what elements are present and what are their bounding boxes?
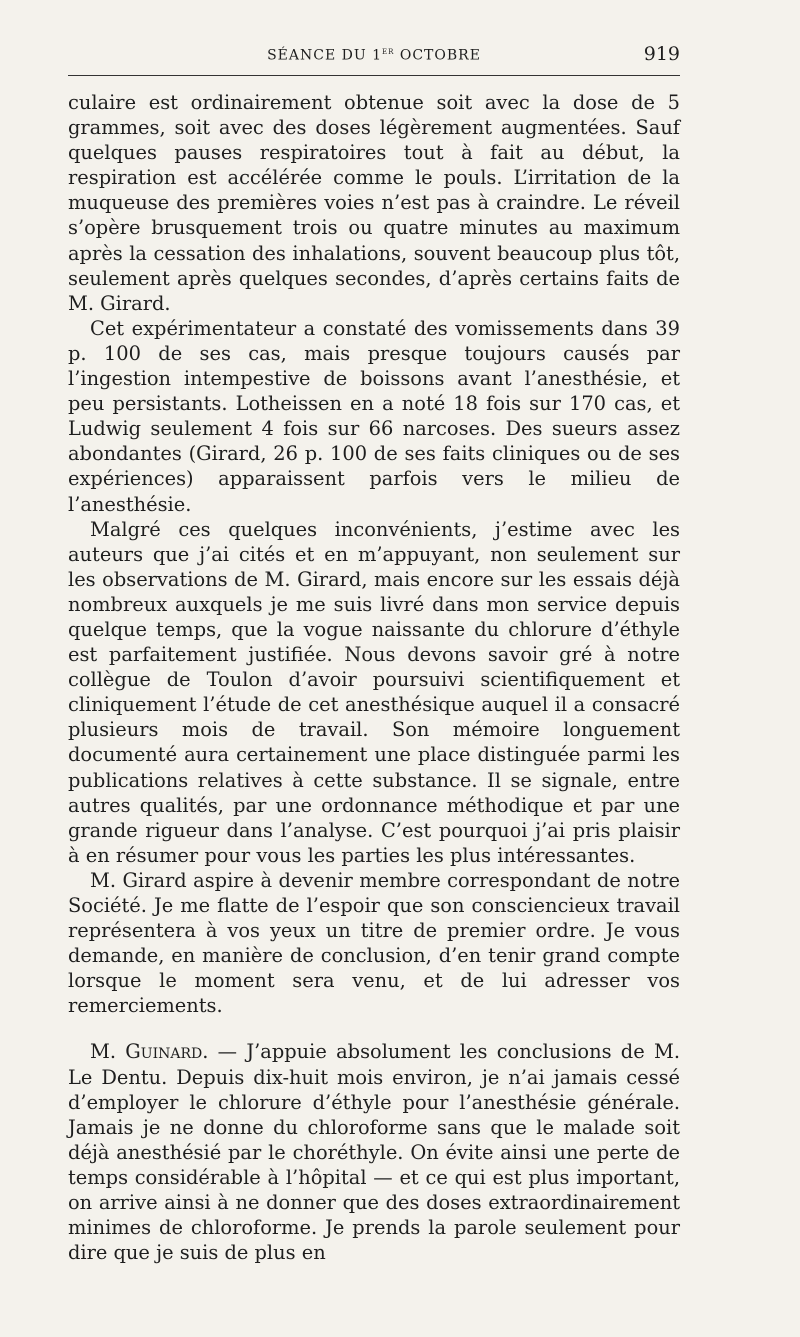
running-title-post: OCTOBRE bbox=[394, 47, 481, 64]
page-body bbox=[68, 90, 680, 1265]
paragraph: culaire est ordinairement obtenue soit avec la dose de 5 grammes, soit avec des doses légèrement augmentées. Sauf quelques pauses respiratoires tout à fait au début, la respiration est accélérée comme le pouls. L’irritation de la muqueuse des premières voies n’est pas à craindre. Le réveil s’opère brusquement trois ou quatre minutes au maximum après la cessation des inhalations, souvent beaucoup plus tôt, seulement après quelques secondes, d’après certains faits de M. Girard. bbox=[68, 91, 680, 315]
speaker-dash: . — bbox=[202, 1040, 247, 1064]
page-header bbox=[68, 42, 680, 72]
speech-paragraph bbox=[68, 1039, 680, 1265]
paragraph: Cet expérimentateur a constaté des vomissements dans 39 p. 100 de ses cas, mais presque toujours causés par l’ingestion intempestive de boissons avant l’anesthésie, et peu persistants. Lotheissen en a noté 18 fois sur 170 cas, et Ludwig seulement 4 fois sur 66 narcoses. Des sueurs assez abondantes (Girard, 26 p. 100 de ses faits cliniques ou de ses expériences) apparaissent parfois vers le milieu de l’anesthésie. bbox=[68, 316, 680, 516]
speech-text: J’appuie absolument les conclusions de M. Le Dentu. Depuis dix-huit mois environ, je n’ai jamais cessé d’employer le chlorure d’éthyle pour l’anesthésie générale. Jamais je ne donne du chloroforme sans que le malade soit déjà anesthésié par le choréthyle. On évite ainsi une perte de temps considérable à l’hôpital — et ce qui est plus important, on arrive ainsi à ne donner que des doses extraordinairement minimes de chloroforme. Je prends la parole seulement pour dire que je suis de plus en bbox=[68, 1040, 680, 1265]
speaker-prefix: M. bbox=[90, 1040, 126, 1064]
header-rule bbox=[68, 75, 680, 76]
running-title bbox=[68, 46, 680, 64]
paragraph: M. Girard aspire à devenir membre correspondant de notre Société. Je me flatte de l’espoir que son consciencieux travail représentera à vos yeux un titre de premier ordre. Je vous demande, en manière de conclusion, d’en tenir grand compte lorsque le moment sera venu, et de lui adresser vos remerciements. bbox=[68, 868, 680, 1018]
running-title-pre: SÉANCE DU 1 bbox=[267, 47, 383, 64]
running-title-sup: er bbox=[382, 46, 395, 57]
speaker-name: Guinard bbox=[125, 1040, 203, 1064]
page-number: 919 bbox=[643, 43, 680, 65]
paragraph: Malgré ces quelques inconvénients, j’estime avec les auteurs que j’ai cités et en m’appuyant, non seulement sur les observations de M. Girard, mais encore sur les essais déjà nombreux auxquels je me suis livré dans mon service depuis quelque temps, que la vogue naissante du chlorure d’éthyle est parfaitement justifiée. Nous devons savoir gré à notre collègue de Toulon d’avoir poursuivi scientifiquement et cliniquement l’étude de cet anesthésique auquel il a consacré plusieurs mois de travail. Son mémoire longuement documenté aura certainement une place distinguée parmi les publications relatives à cette substance. Il se signale, entre autres qualités, par une ordonnance méthodique et par une grande rigueur dans l’analyse. C’est pourquoi j’ai pris plaisir à en résumer pour vous les parties les plus intéressantes. bbox=[68, 517, 680, 867]
